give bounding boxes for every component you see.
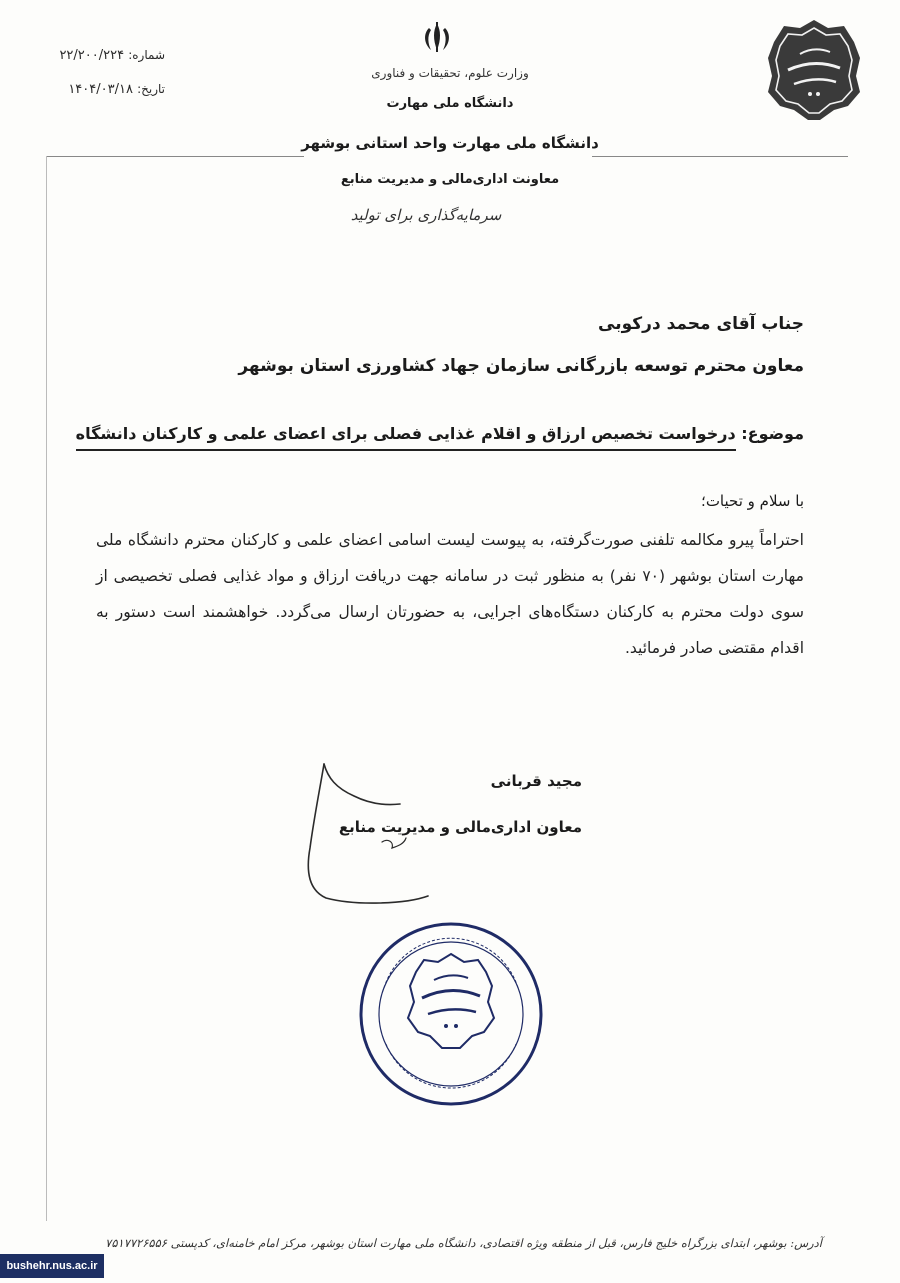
header-divider-right bbox=[592, 156, 848, 157]
subject-line bbox=[76, 424, 804, 443]
signatory-name: مجید قربانی bbox=[490, 772, 582, 790]
addressee-title: معاون محترم توسعه بازرگانی سازمان جهاد کشاورزی استان بوشهر bbox=[238, 356, 804, 376]
number-value: ۲۲/۲۰۰/۲۲۴ bbox=[59, 48, 125, 63]
number-label: شماره: bbox=[128, 48, 165, 62]
signatory-title: معاون اداری‌مالی و مدیریت منابع bbox=[338, 818, 582, 836]
official-stamp bbox=[356, 918, 546, 1110]
ministry-name: وزارت علوم، تحقیقات و فناوری bbox=[371, 66, 529, 80]
body-paragraph: احتراماً پیرو مکالمه تلفنی صورت‌گرفته، به پیوست لیست اسامی اعضای علمی و کارکنان محترم دانشگاه ملی مهارت استان بوشهر (۷۰ نفر) به منظور ثبت در سامانه جهت دریافت ارزاق و مواد غذایی فصلی تخصیصی از سوی دولت محترم به کارکنان دستگاه‌های اجرایی، به حضورتان ارسال می‌گردد. خواهشمند است دستور به اقدام مقتضی صادر فرمائید. bbox=[96, 531, 804, 657]
website-watermark[interactable]: bushehr.nus.ac.ir bbox=[0, 1254, 104, 1278]
motto-text: سرمایه‌گذاری برای تولید bbox=[350, 206, 502, 224]
subject-label: موضوع: bbox=[741, 424, 804, 443]
date-value: ۱۴۰۴/۰۳/۱۸ bbox=[68, 82, 133, 97]
university-logo bbox=[764, 18, 864, 122]
margin-line bbox=[46, 156, 47, 1221]
subject-text: درخواست تخصیص ارزاق و اقلام غذایی فصلی برای اعضای علمی و کارکنان دانشگاه bbox=[76, 424, 736, 451]
date-label: تاریخ: bbox=[137, 82, 165, 96]
national-emblem-icon bbox=[418, 20, 456, 56]
header-divider-left bbox=[46, 156, 304, 157]
branch-name: دانشگاه ملی مهارت واحد استانی بوشهر bbox=[301, 134, 599, 152]
addressee-name: جناب آقای محمد درکوبی bbox=[598, 314, 804, 334]
letter-date bbox=[40, 82, 165, 97]
university-name: دانشگاه ملی مهارت bbox=[386, 96, 514, 111]
letter-number bbox=[40, 48, 165, 63]
footer-address: آدرس: بوشهر، ابتدای بزرگراه خلیج فارس، قبل از منطقه ویژه اقتصادی، دانشگاه ملی مهارت استان بوشهر، مرکز امام خامنه‌ای، کدپستی ۷۵۱۷۷۲۶۵۵۶ bbox=[105, 1236, 822, 1250]
department-name: معاونت اداری‌مالی و مدیریت منابع bbox=[340, 172, 560, 187]
greeting: با سلام و تحیات؛ bbox=[701, 492, 804, 510]
